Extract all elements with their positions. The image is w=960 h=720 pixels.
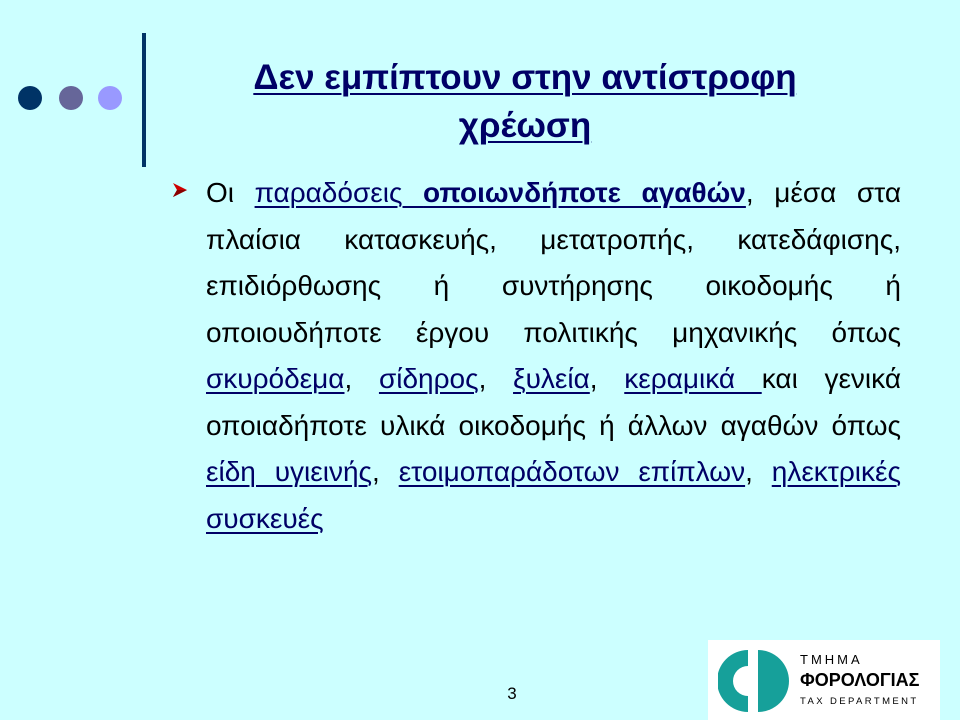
separator: ,	[372, 456, 399, 487]
title-line-1: Δεν εμπίπτουν στην αντίστροφη	[253, 58, 797, 97]
term-deliveries: παραδόσεις	[254, 177, 424, 208]
text-segment: Οι	[206, 177, 255, 208]
separator: ,	[745, 456, 772, 487]
page-number: 3	[507, 684, 517, 703]
slide-title	[150, 54, 900, 150]
tax-department-logo	[708, 640, 940, 720]
logo-emblem-icon	[718, 644, 792, 718]
text-segment: και γενικά οποιαδήποτε υλικά οικοδομής ή άλλων αγαθών όπως	[206, 363, 902, 441]
logo-text-english: TAX DEPARTMENT	[800, 696, 919, 707]
separator: ,	[589, 363, 625, 394]
vertical-divider	[142, 33, 146, 167]
decorative-dots	[14, 86, 124, 112]
title-line-2: χρέωση	[458, 106, 592, 145]
separator: ,	[344, 363, 379, 394]
term-any-goods: οποιωνδήποτε αγαθών	[423, 177, 746, 208]
arrow-bullet-icon	[172, 182, 188, 198]
dot-dark	[18, 86, 42, 110]
text-segment: , μέσα στα πλαίσια κατασκευής, μετατροπής, κατεδάφισης, επιδιόρθωσης ή συντήρησης οικοδομής ή οποιουδήποτε έργου πολιτικής μηχανικής όπως	[206, 177, 902, 348]
logo-text-greek-tax: ΦΟΡΟΛΟΓΙΑΣ	[800, 670, 920, 690]
logo-text-greek-dept: ΤΜΗΜΑ	[800, 652, 863, 667]
term-sanitary-ware: είδη υγιεινής	[206, 456, 373, 487]
term-timber: ξυλεία	[513, 363, 590, 394]
term-concrete: σκυρόδεμα	[206, 363, 345, 394]
term-iron: σίδηρος	[378, 363, 479, 394]
term-electrical-appliances: ηλεκτρικές συσκευές	[206, 456, 901, 534]
dot-medium	[59, 86, 83, 110]
bullet-text	[206, 170, 901, 542]
term-ceramics: κεραμικά	[624, 363, 762, 394]
dot-light	[98, 86, 122, 110]
term-ready-furniture: ετοιμοπαράδοτων επίπλων	[398, 456, 746, 487]
separator: ,	[478, 363, 514, 394]
